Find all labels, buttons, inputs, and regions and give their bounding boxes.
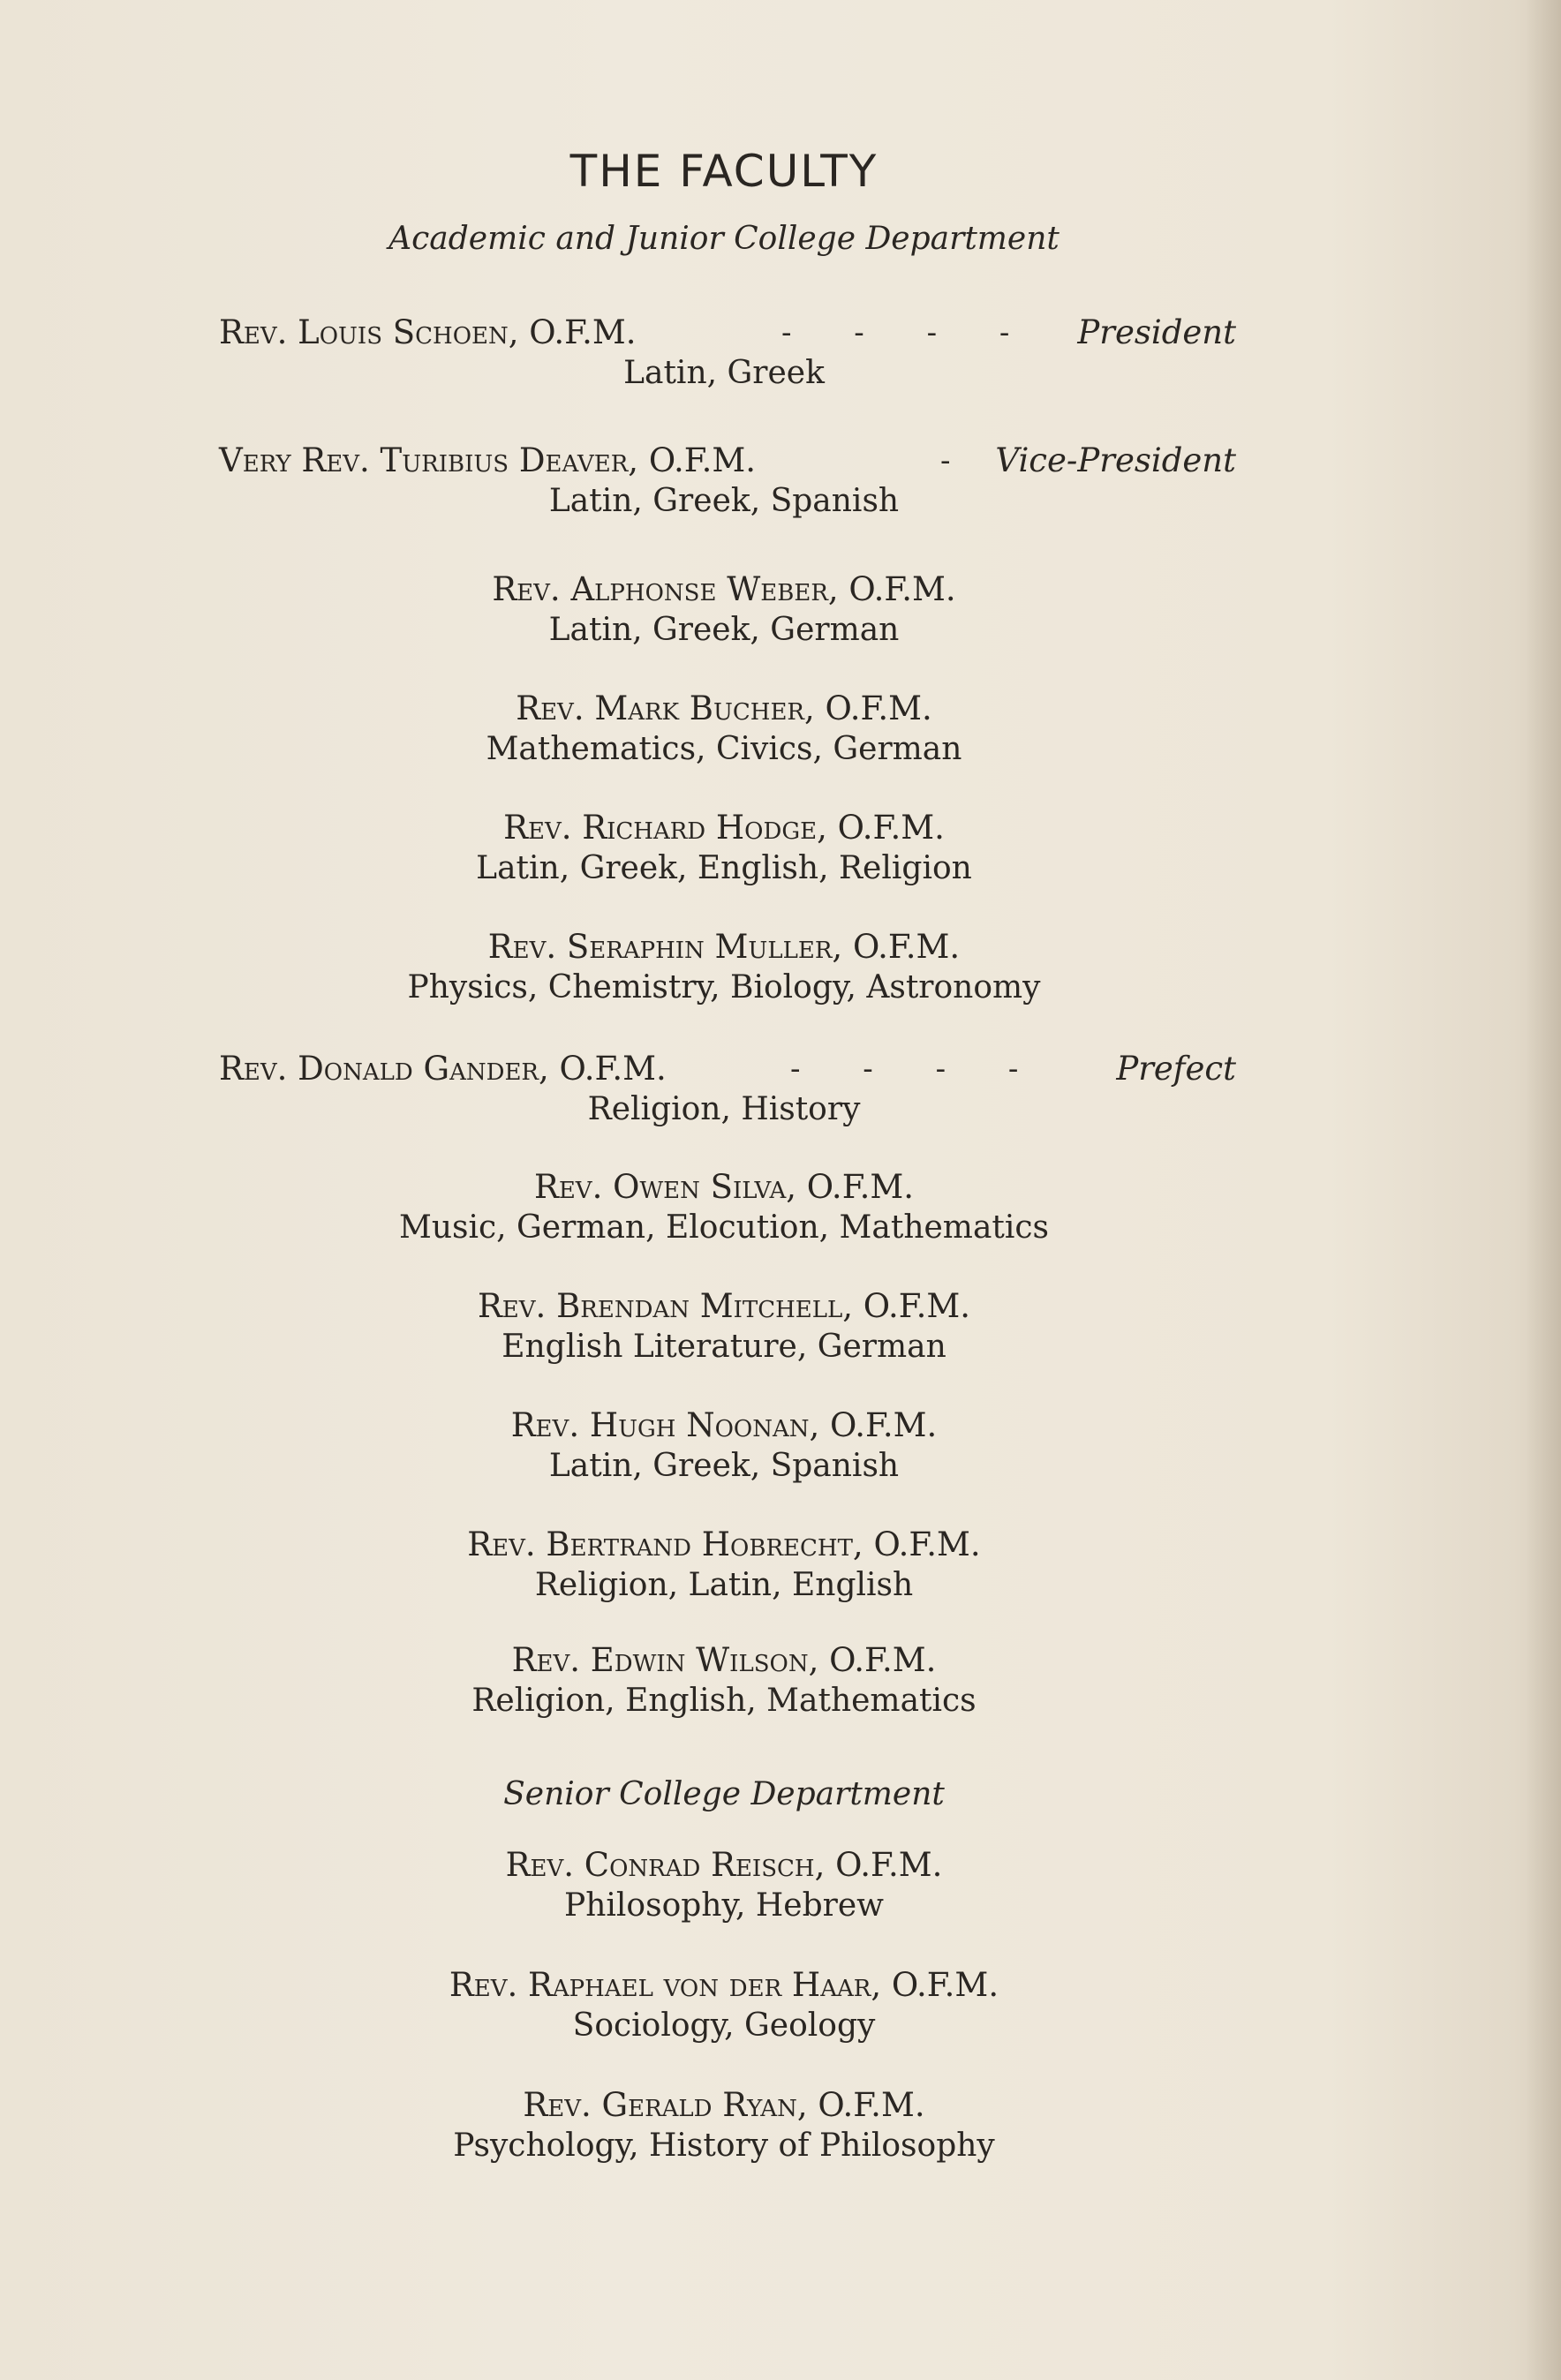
faculty-name: Rev. Conrad Reisch, O.F.M.	[505, 1846, 943, 1884]
faculty-entry	[0, 1525, 1448, 1606]
faculty-name: Rev. Louis Schoen, O.F.M.	[219, 313, 637, 351]
faculty-subjects: Latin, Greek, Spanish	[548, 1448, 900, 1484]
faculty-entry	[0, 1286, 1448, 1367]
faculty-subjects: Music, German, Elocution, Mathematics	[398, 1209, 1050, 1246]
faculty-subjects: Religion, Latin, English	[534, 1567, 914, 1603]
faculty-entry-vice-president	[0, 441, 1448, 522]
officer-line	[0, 1049, 1448, 1089]
leader-dashes: - - - -	[790, 1051, 1045, 1087]
faculty-entry	[0, 1405, 1448, 1487]
faculty-name: Rev. Gerald Ryan, O.F.M.	[523, 2086, 925, 2124]
faculty-role: President	[1077, 313, 1236, 351]
faculty-subjects: Sociology, Geology	[572, 2007, 876, 2044]
faculty-entry	[0, 689, 1448, 770]
faculty-name: Rev. Mark Bucher, O.F.M.	[516, 689, 932, 727]
faculty-name: Rev. Brendan Mitchell, O.F.M.	[477, 1287, 971, 1325]
faculty-subjects: Latin, Greek, English, Religion	[476, 850, 972, 886]
faculty-entry	[0, 569, 1448, 651]
leader-dashes: -	[940, 443, 977, 478]
faculty-subjects: Religion, English, Mathematics	[471, 1683, 977, 1719]
faculty-subjects: Psychology, History of Philosophy	[453, 2128, 995, 2164]
faculty-subjects: Latin, Greek, Spanish	[548, 483, 900, 519]
faculty-entry	[0, 2085, 1448, 2166]
faculty-name: Rev. Edwin Wilson, O.F.M.	[511, 1641, 937, 1679]
faculty-subjects: Latin, Greek	[623, 355, 825, 391]
faculty-entry	[0, 1965, 1448, 2046]
faculty-name: Rev. Alphonse Weber, O.F.M.	[492, 570, 956, 608]
officer-line	[0, 441, 1448, 481]
leader-dashes: - - - -	[781, 315, 1037, 350]
faculty-name: Rev. Raphael von der Haar, O.F.M.	[449, 1966, 999, 2004]
faculty-subjects: Religion, History	[587, 1091, 861, 1127]
faculty-subjects: English Literature, German	[501, 1329, 946, 1365]
faculty-entry-prefect	[0, 1049, 1448, 1130]
faculty-name: Rev. Richard Hodge, O.F.M.	[503, 809, 945, 847]
faculty-name: Rev. Owen Silva, O.F.M.	[533, 1168, 915, 1206]
faculty-subjects: Physics, Chemistry, Biology, Astronomy	[407, 969, 1041, 1005]
faculty-subjects: Philosophy, Hebrew	[563, 1887, 884, 1924]
faculty-subjects: Mathematics, Civics, German	[486, 731, 962, 767]
faculty-name: Rev. Bertrand Hobrecht, O.F.M.	[467, 1525, 981, 1563]
faculty-entry-president	[0, 313, 1448, 394]
spine-shadow	[1526, 0, 1561, 2380]
faculty-entry	[0, 1167, 1448, 1248]
officer-line	[0, 313, 1448, 353]
faculty-name: Rev. Seraphin Muller, O.F.M.	[487, 928, 961, 966]
faculty-subjects: Latin, Greek, German	[548, 612, 900, 648]
faculty-entry	[0, 1845, 1448, 1926]
faculty-entry	[0, 808, 1448, 889]
faculty-name: Rev. Hugh Noonan, O.F.M.	[510, 1406, 938, 1444]
department-heading-senior: Senior College Department	[503, 1776, 945, 1812]
department-heading-academic: Academic and Junior College Department	[388, 221, 1060, 257]
faculty-entry	[0, 927, 1448, 1008]
faculty-name: Very Rev. Turibius Deaver, O.F.M.	[219, 441, 757, 479]
faculty-role: Prefect	[1116, 1050, 1236, 1088]
faculty-name: Rev. Donald Gander, O.F.M.	[219, 1050, 667, 1088]
faculty-entry	[0, 1640, 1448, 1721]
page-title: THE FACULTY	[569, 146, 879, 197]
faculty-role: Vice-President	[995, 441, 1236, 479]
